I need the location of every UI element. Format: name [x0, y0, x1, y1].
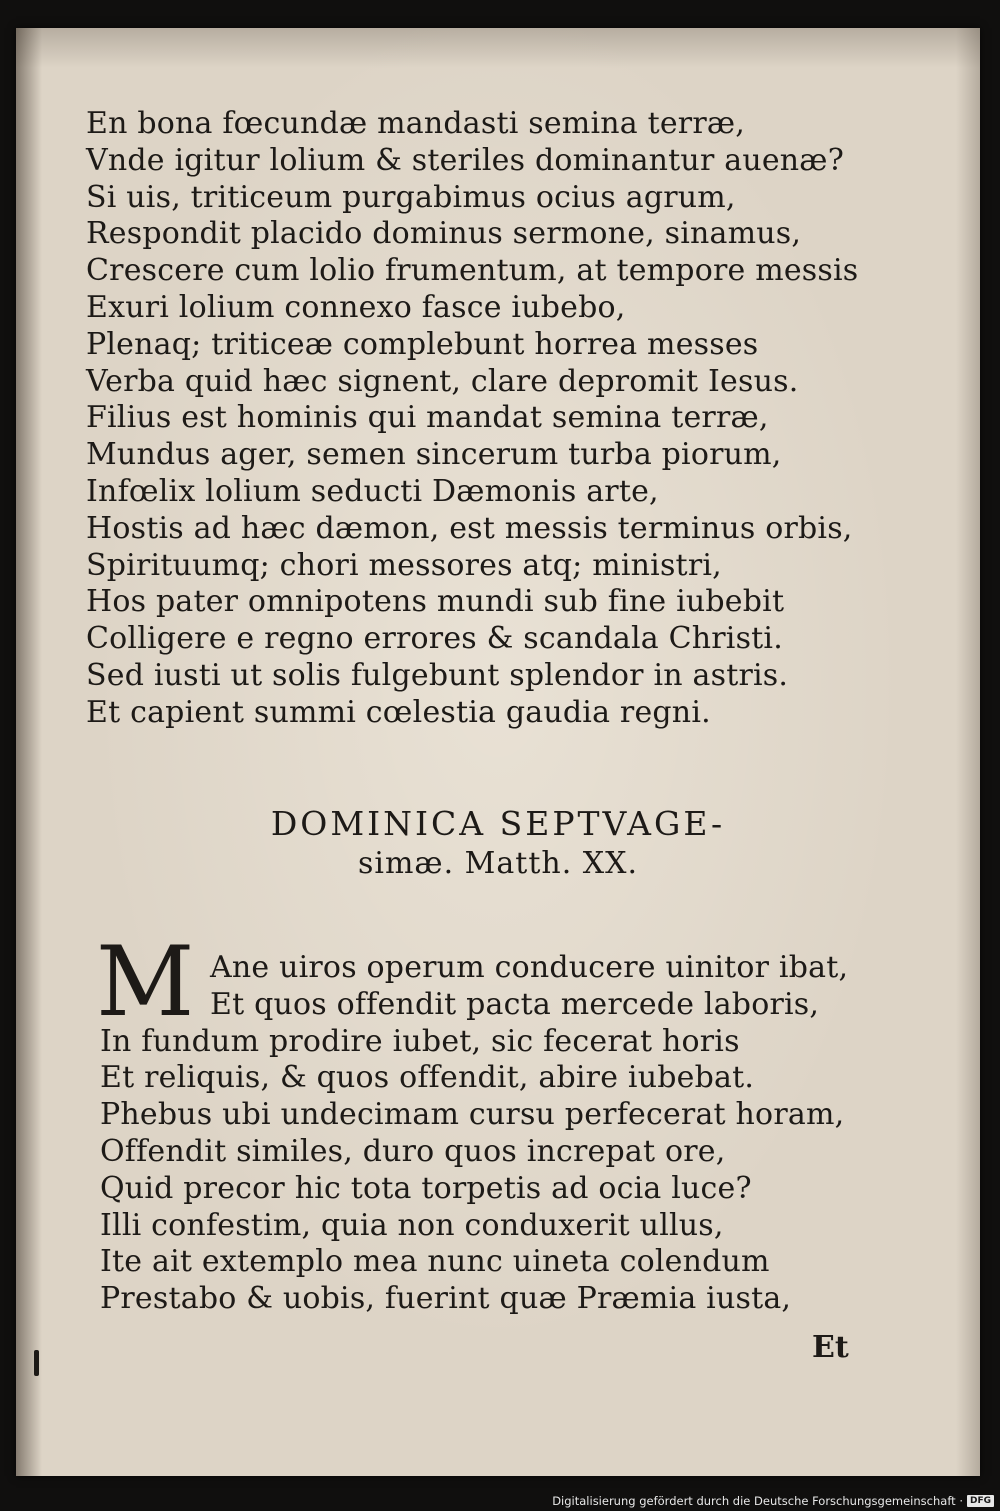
verse-line: Vnde igitur lolium & steriles dominantur auenæ?: [86, 142, 844, 178]
verse-line: Colligere e regno errores & scandala Christi.: [86, 621, 783, 657]
verse-line: Et quos offendit pacta mercede laboris,: [210, 986, 820, 1022]
verse-line: Si uis, triticeum purgabimus ocius agrum,: [86, 179, 736, 215]
verse-line: Exuri lolium connexo fasce iubebo,: [86, 289, 626, 325]
ink-blot: [34, 1350, 39, 1376]
heading-title: DOMINICA SEPTVAGE-: [270, 804, 726, 843]
verse-line: Mundus ager, semen sincerum turba piorum,: [86, 437, 782, 473]
footer-credit: Digitalisierung gefördert durch die Deutsche Forschungsgemeinschaft ·: [552, 1494, 963, 1508]
catchword: Et: [812, 1330, 849, 1365]
dfg-logo-icon: DFG: [967, 1495, 994, 1507]
verse-line: En bona fœcundæ mandasti semina terræ,: [86, 106, 746, 141]
verse-line: Prestabo & uobis, fuerint quæ Præmia iusta,: [100, 1281, 792, 1317]
verse-line: Crescere cum lolio frumentum, at tempore messis: [86, 253, 859, 289]
verse-line: In fundum prodire iubet, sic fecerat horis: [100, 1023, 740, 1059]
verse-line: Spirituumq; chori messores atq; ministri,: [86, 547, 722, 583]
verse-line: Quid precor hic tota torpetis ad ocia luce?: [100, 1170, 752, 1206]
verse-line: Illi confestim, quia non conduxerit ullus,: [100, 1207, 724, 1243]
verse-line: Filius est hominis qui mandat semina terræ,: [86, 400, 769, 436]
verse-line: Et capient summi cœlestia gaudia regni.: [86, 694, 711, 730]
verse-line: Ite ait extemplo mea nunc uineta colendum: [100, 1244, 770, 1280]
verse-block-top: [86, 106, 858, 732]
drop-cap: M: [96, 926, 195, 1038]
verse-line: Respondit placido dominus sermone, sinamus,: [86, 216, 802, 252]
verse-line: Plenaq; triticeæ complebunt horrea messes: [86, 326, 759, 362]
digitization-footer: [552, 1494, 994, 1508]
verse-line: Infœlix lolium seducti Dæmonis arte,: [86, 473, 659, 509]
verse-line: Hos pater omnipotens mundi sub fine iubebit: [86, 584, 785, 620]
verse-line: Phebus ubi undecimam cursu perfecerat horam,: [100, 1097, 845, 1133]
verse-line: Et reliquis, & quos offendit, abire iubebat.: [100, 1060, 755, 1096]
verse-line: Hostis ad hæc dæmon, est messis terminus orbis,: [86, 510, 853, 546]
verse-line: Sed iusti ut solis fulgebunt splendor in astris.: [86, 657, 789, 693]
section-heading: [16, 804, 980, 884]
heading-subtitle: simæ. Matth. XX.: [357, 846, 639, 881]
verse-line-text: Ane uiros operum conducere uinitor ibat,: [210, 950, 849, 985]
book-page: [16, 28, 980, 1476]
verse-line: Offendit similes, duro quos increpat ore,: [100, 1133, 726, 1169]
verse-block-bottom: [96, 926, 849, 1318]
verse-line: Verba quid hæc signent, clare depromit Iesus.: [86, 363, 799, 399]
